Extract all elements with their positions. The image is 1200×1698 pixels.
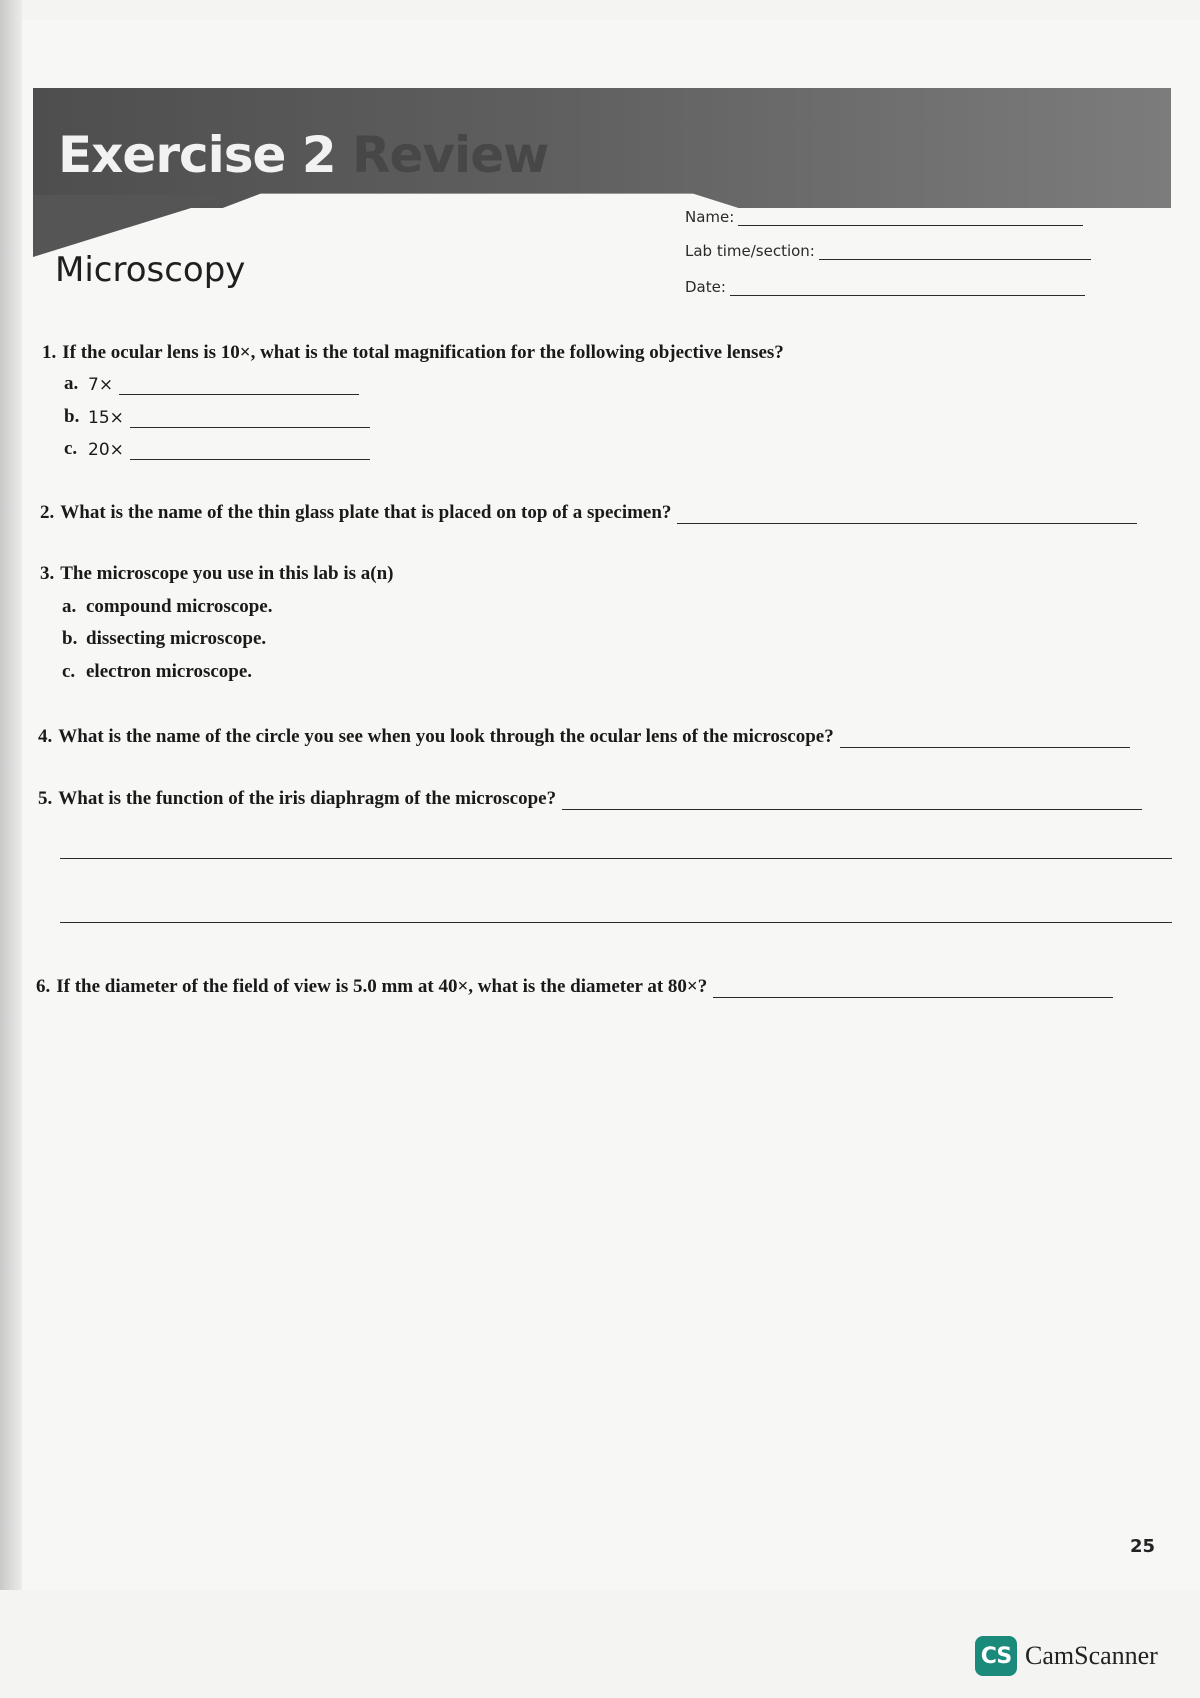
date-answer-line[interactable]	[730, 281, 1085, 296]
question-number: 6.	[36, 976, 51, 997]
q2-answer-line[interactable]	[677, 507, 1137, 524]
question-number: 5.	[38, 788, 53, 809]
name-label: Name:	[685, 208, 735, 226]
q6-answer-line[interactable]	[713, 981, 1113, 998]
question-text: What is the name of the circle you see when you look through the ocular lens of the microscope?	[58, 726, 834, 747]
lab-time-label: Lab time/section:	[685, 242, 815, 260]
question-text: The microscope you use in this lab is a(n)	[60, 563, 394, 584]
q4-answer-line[interactable]	[840, 731, 1130, 748]
question-text: What is the name of the thin glass plate that is placed on top of a specimen?	[60, 502, 672, 523]
question-1	[42, 342, 784, 364]
question-4	[38, 726, 1130, 748]
q1-option-c	[64, 438, 370, 460]
option-letter: b.	[64, 406, 80, 427]
option-letter: c.	[62, 661, 76, 682]
name-answer-line[interactable]	[738, 211, 1083, 226]
page-number: 25	[1130, 1536, 1156, 1557]
question-number: 1.	[42, 342, 57, 363]
question-2	[40, 502, 1137, 524]
question-number: 4.	[38, 726, 53, 747]
lab-time-answer-line[interactable]	[819, 245, 1091, 260]
camscanner-logo-icon: CS	[975, 1636, 1017, 1676]
option-text: 15×	[88, 408, 124, 428]
exercise-title	[58, 126, 548, 184]
q1-option-b	[64, 406, 370, 428]
question-5	[38, 788, 1142, 810]
option-letter: a.	[62, 596, 77, 617]
q1-option-a	[64, 373, 359, 395]
date-field[interactable]	[685, 278, 1085, 296]
question-6	[36, 976, 1113, 998]
q3-option-c[interactable]	[62, 661, 252, 683]
question-text: What is the function of the iris diaphragm of the microscope?	[58, 788, 557, 809]
question-number: 2.	[40, 502, 55, 523]
question-text: If the ocular lens is 10×, what is the total magnification for the following objective lenses?	[62, 342, 784, 363]
option-text: compound microscope.	[86, 596, 273, 617]
option-letter: c.	[64, 438, 78, 459]
page-edge-shadow	[0, 0, 22, 1590]
question-number: 3.	[40, 563, 55, 584]
option-text: 20×	[88, 440, 124, 460]
option-text: electron microscope.	[86, 661, 253, 682]
camscanner-watermark	[975, 1636, 1158, 1676]
q1-c-answer-line[interactable]	[130, 443, 370, 460]
q1-b-answer-line[interactable]	[130, 411, 370, 428]
camscanner-name: CamScanner	[1025, 1641, 1158, 1670]
option-text: 7×	[88, 375, 114, 395]
q1-a-answer-line[interactable]	[119, 378, 359, 395]
worksheet-subtitle: Microscopy	[55, 250, 246, 290]
review-label: Review	[352, 126, 549, 184]
option-letter: a.	[64, 373, 79, 394]
q5-answer-line-2[interactable]	[60, 858, 1172, 859]
option-letter: b.	[62, 628, 78, 649]
q5-answer-line[interactable]	[562, 793, 1142, 810]
date-label: Date:	[685, 278, 726, 296]
name-field[interactable]	[685, 208, 1083, 226]
option-text: dissecting microscope.	[86, 628, 267, 649]
question-3	[40, 563, 394, 585]
q3-option-b[interactable]	[62, 628, 266, 650]
q3-option-a[interactable]	[62, 596, 272, 618]
q5-answer-line-3[interactable]	[60, 922, 1172, 923]
exercise-label: Exercise 2	[58, 126, 336, 184]
question-text: If the diameter of the field of view is 5.0 mm at 40×, what is the diameter at 80×?	[56, 976, 708, 997]
lab-time-field[interactable]	[685, 242, 1091, 260]
